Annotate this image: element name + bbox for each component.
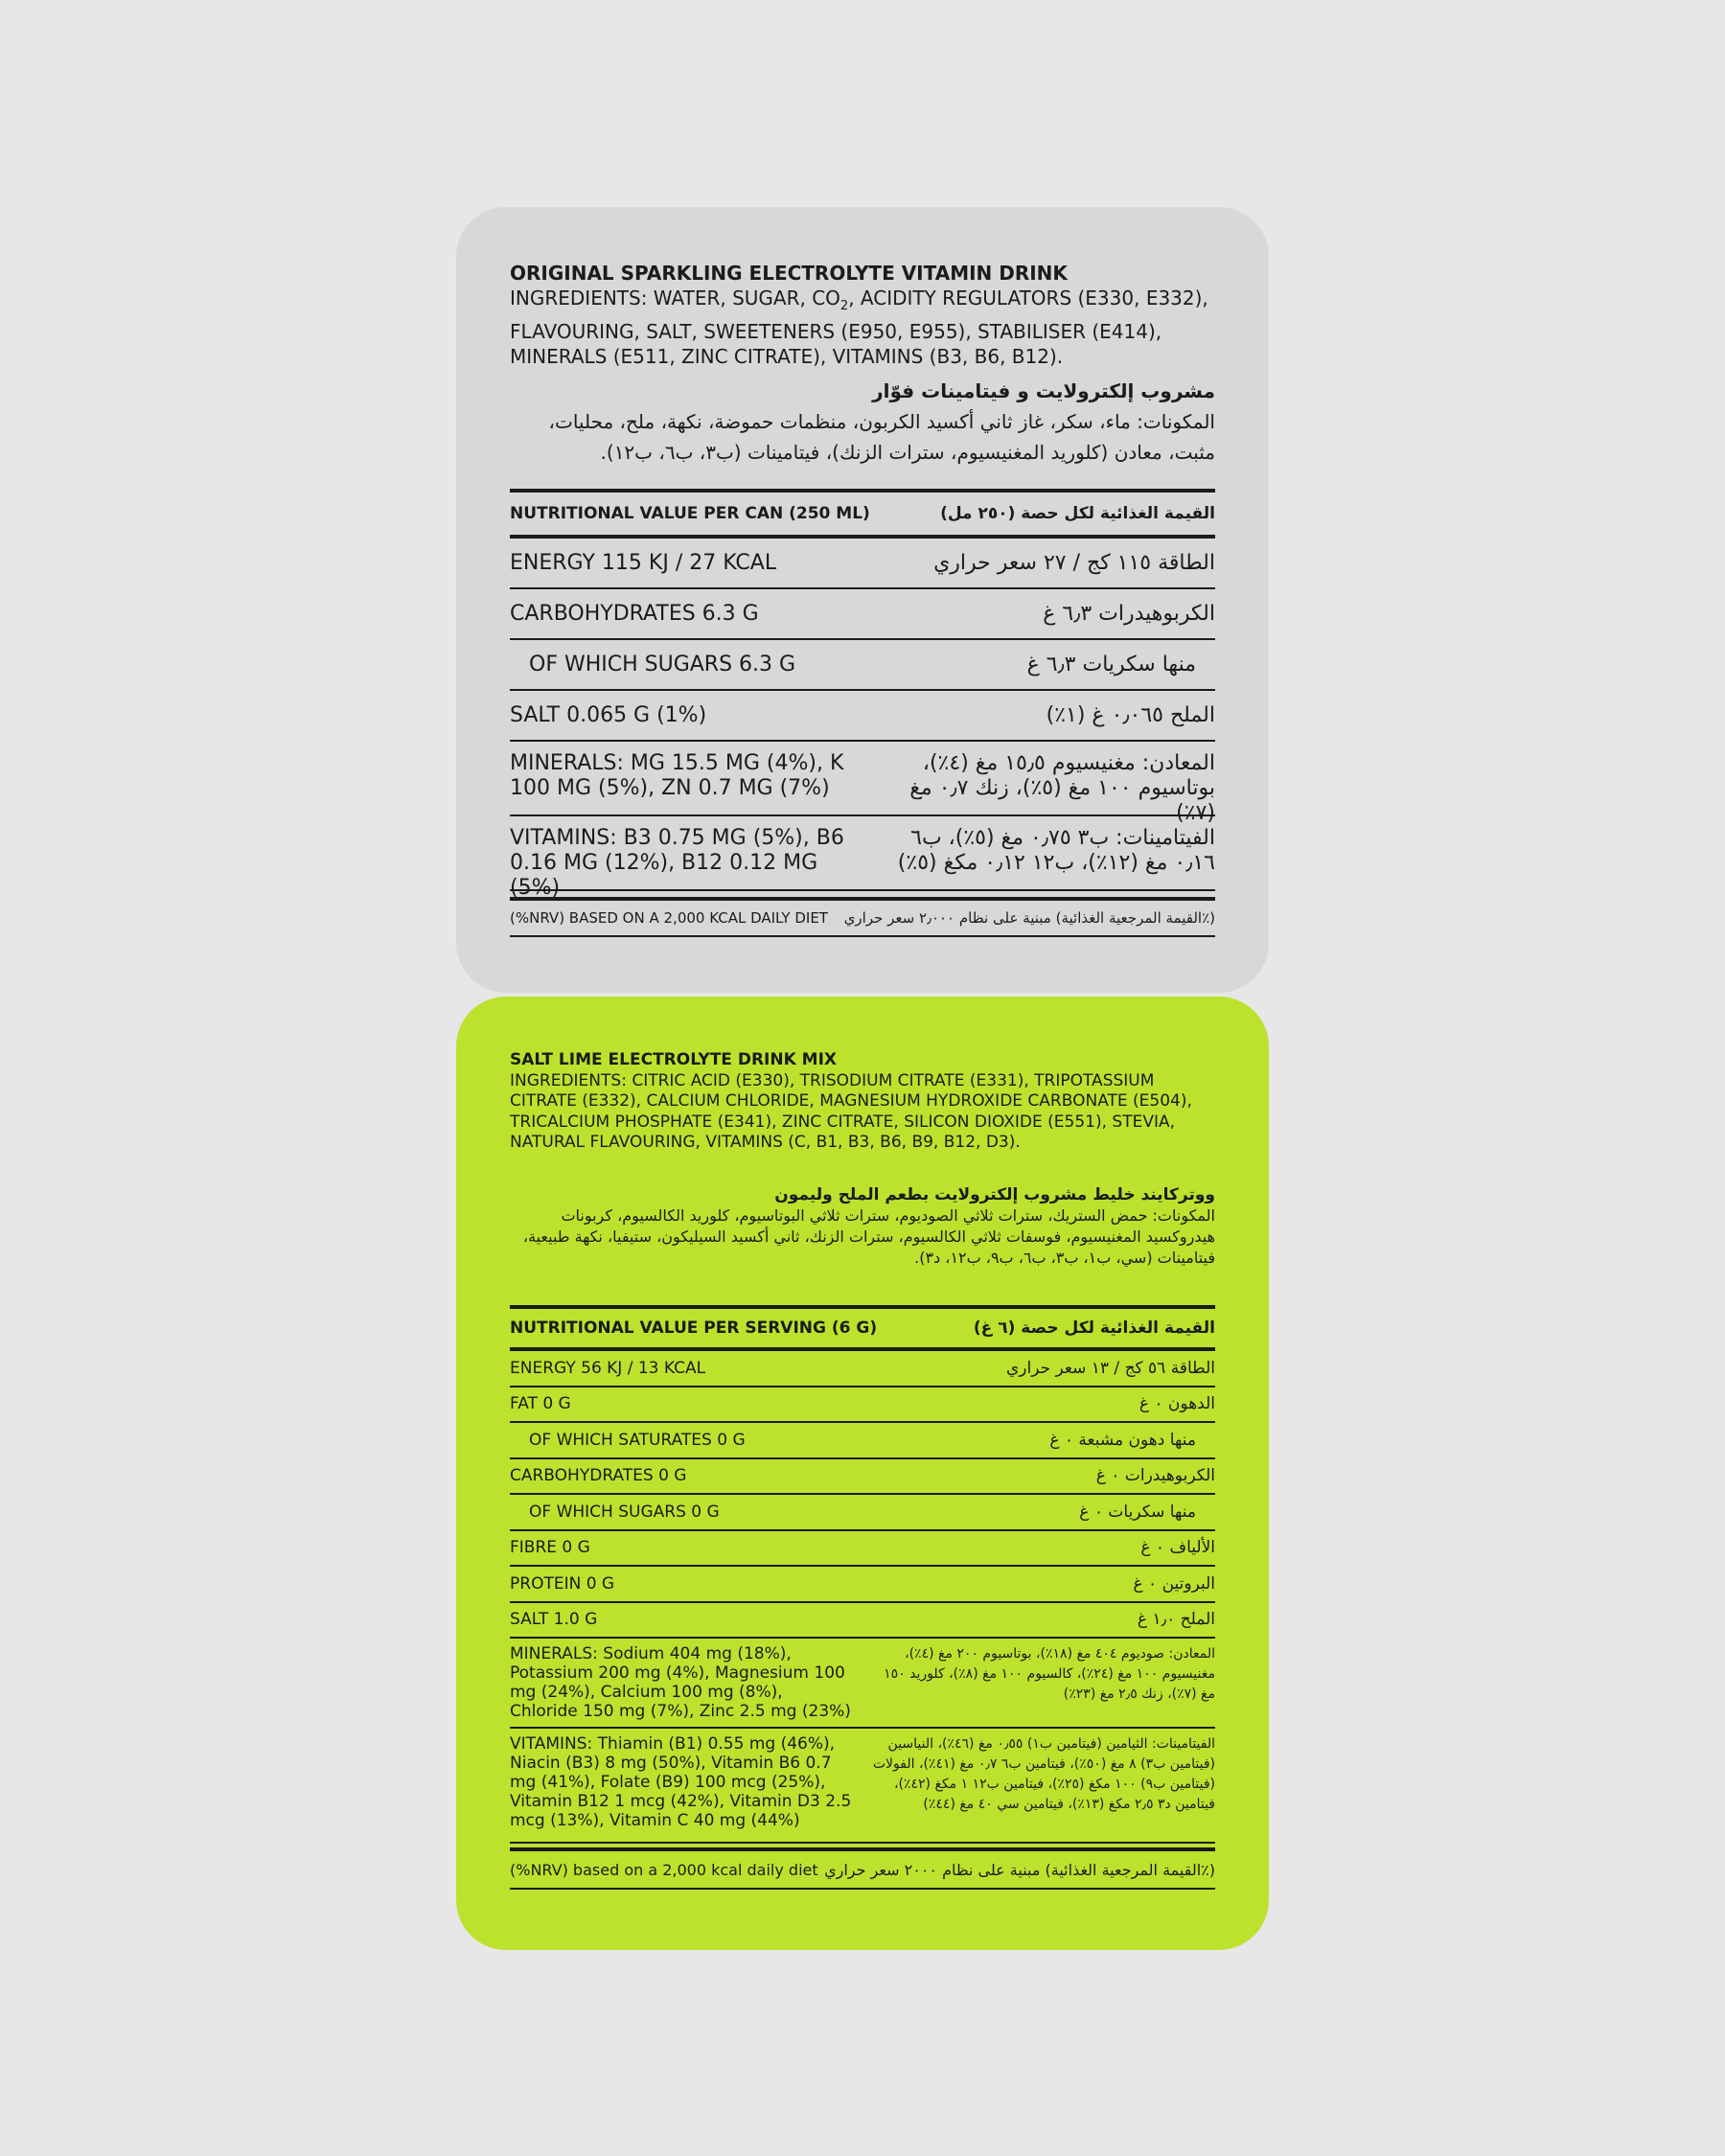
salt-lime-english-title: SALT LIME ELECTROLYTE DRINK MIX: [510, 1050, 838, 1069]
footer-arabic: (٪القيمة المرجعية الغذائية) مبنية على نظام ٢٫٠٠٠ سعر حراري: [843, 909, 1215, 927]
original-english-title: ORIGINAL SPARKLING ELECTROLYTE VITAMIN DRINK: [510, 262, 1068, 285]
vitamins-arabic: الفيتامينات: الثيامين (فيتامين ب١) ٠٫٥٥ مغ (٤٦٪)، النياسين (فيتامين ب٣) ٨ مغ (٥٠٪)، فيتامين ب٦ ٠٫٧ مغ (٤١٪)، الفولات (فيتامين ب٩) ١٠٠ مكغ (٢٥٪)، فيتامين ب١٢ ١ مكغ (٤٢٪)، فيتامين د٣ ٢٫٥ مكغ (١٣٪)، فيتامين سي ٤٠ مغ (٤٤٪): [872, 1736, 1215, 1812]
row-arabic: الطاقة ١١٥ كج / ٢٧ سعر حراري: [933, 551, 1215, 575]
nutrition-table-header: [510, 1309, 1215, 1351]
original-drink-label-card: [456, 207, 1269, 993]
nutrition-table-footer: [510, 897, 1215, 937]
original-arabic-title: مشروب إلكترولايت و فيتامينات فوّار: [872, 379, 1215, 402]
row-english: OF WHICH SATURATES 0 G: [529, 1430, 746, 1450]
table-row: [510, 1603, 1215, 1640]
row-arabic: منها سكريات ٦٫٣ غ: [1026, 653, 1196, 677]
salt-lime-arabic-title: ووتركايند خليط مشروب إلكترولايت بطعم الملح وليمون: [774, 1185, 1215, 1204]
table-row-vitamins: [510, 1729, 1215, 1844]
row-english: FIBRE 0 G: [510, 1538, 590, 1558]
table-row: [510, 1531, 1215, 1568]
row-arabic: البروتين ٠ غ: [1133, 1573, 1215, 1594]
salt-lime-english-ingredients-block: [510, 1050, 1215, 1154]
original-english-ingredients: [510, 286, 1215, 369]
original-arabic-ingredients-block: [510, 376, 1215, 468]
original-english-ingredients-block: [510, 261, 1215, 369]
nutrition-table-header: [510, 493, 1215, 539]
salt-lime-english-ingredients: INGREDIENTS: CITRIC ACID (E330), TRISODIUM CITRATE (E331), TRIPOTASSIUM CITRATE (E332), CALCIUM CHLORIDE, MAGNESIUM HYDROXIDE CARBONATE (E504), TRICALCIUM PHOSPHATE (E341), ZINC CITRATE, SILICON DIOXIDE (E551), STEVIA, NATURAL FLAVOURING, VITAMINS (C, B1, B3, B6, B9, B12, D3).: [510, 1070, 1192, 1152]
row-english: PROTEIN 0 G: [510, 1573, 615, 1594]
header-arabic: القيمة الغذائية لكل حصة (٢٥٠ مل): [940, 504, 1215, 523]
footer-english: (%NRV) BASED ON A 2,000 KCAL DAILY DIET: [510, 909, 828, 927]
row-english: SALT 1.0 G: [510, 1610, 598, 1630]
row-arabic: منها سكريات ٠ غ: [1079, 1502, 1196, 1522]
row-english: OF WHICH SUGARS 6.3 G: [529, 653, 796, 677]
row-arabic: الدهون ٠ غ: [1138, 1394, 1215, 1414]
header-arabic: القيمة الغذائية لكل حصة (٦ غ): [973, 1319, 1215, 1338]
row-arabic: منها دهون مشبعة ٠ غ: [1049, 1430, 1196, 1450]
table-row: [510, 691, 1215, 742]
table-row: [510, 1567, 1215, 1603]
row-arabic: الطاقة ٥٦ كج / ١٣ سعر حراري: [1006, 1358, 1215, 1378]
original-nutrition-table: [510, 489, 1215, 937]
table-row-minerals: [510, 1639, 1215, 1729]
row-arabic: الكربوهيدرات ٠ غ: [1095, 1466, 1215, 1486]
row-english: SALT 0.065 G (1%): [510, 703, 707, 727]
row-english: MINERALS: MG 15.5 MG (4%), K 100 MG (5%), ZN 0.7 MG (7%): [510, 751, 844, 800]
table-row: [510, 640, 1215, 691]
vitamins-english: VITAMINS: Thiamin (B1) 0.55 mg (46%), Niacin (B3) 8 mg (50%), Vitamin B6 0.7 mg (41%), Folate (B9) 100 mcg (25%), Vitamin B12 1 mcg (42%), Vitamin D3 2.5 mcg (13%), Vitamin C 40 mg (44%): [510, 1734, 852, 1830]
row-arabic: الألياف ٠ غ: [1140, 1538, 1215, 1558]
table-row: [510, 1388, 1215, 1424]
ingredients-part-2: , ACIDITY REGULATORS (E330, E332), FLAVOURING, SALT, SWEETENERS (E950, E955), STABILISER (E414), MINERALS (E511, ZINC CITRATE), VITAMINS (B3, B6, B12).: [510, 287, 1208, 368]
footer-arabic: (٪القيمة المرجعية الغذائية) مبنية على نظام ٢٠٠٠ سعر حراري: [824, 1860, 1215, 1879]
row-arabic: المعادن: مغنيسيوم ١٥٫٥ مغ (٤٪)، بوتاسيوم ١٠٠ مغ (٥٪)، زنك ٠٫٧ مغ (٧٪): [909, 751, 1215, 825]
row-english: CARBOHYDRATES 0 G: [510, 1466, 687, 1486]
row-english: OF WHICH SUGARS 0 G: [529, 1502, 720, 1522]
footer-english: (%NRV) based on a 2,000 kcal daily diet: [510, 1860, 818, 1879]
table-row: [510, 1495, 1215, 1531]
row-english: VITAMINS: B3 0.75 MG (5%), B6 0.16 MG (12%), B12 0.12 ΜG (5%): [510, 826, 844, 900]
ingredients-part-1: INGREDIENTS: WATER, SUGAR, CO: [510, 287, 840, 310]
co2-subscript: 2: [840, 299, 849, 313]
table-row: [510, 539, 1215, 589]
header-english: NUTRITIONAL VALUE PER CAN (250 ML): [510, 504, 870, 523]
salt-lime-nutrition-table: [510, 1305, 1215, 1890]
minerals-arabic: المعادن: صوديوم ٤٠٤ مغ (١٨٪)، بوتاسيوم ٢٠٠ مغ (٤٪)، مغنيسيوم ١٠٠ مغ (٢٤٪)، كالسيوم ١٠٠ مغ (٨٪)، كلوريد ١٥٠ مغ (٧٪)، زنك ٢٫٥ مغ (٢٣٪): [884, 1646, 1215, 1702]
table-row: [510, 589, 1215, 640]
header-english: NUTRITIONAL VALUE PER SERVING (6 G): [510, 1319, 878, 1338]
table-row: [510, 1459, 1215, 1496]
table-row: [510, 1423, 1215, 1459]
row-english: FAT 0 G: [510, 1394, 571, 1414]
nutrition-table-footer: [510, 1847, 1215, 1890]
row-english: ENERGY 56 KJ / 13 KCAL: [510, 1358, 706, 1378]
row-arabic: الكربوهيدرات ٦٫٣ غ: [1043, 602, 1215, 626]
minerals-english: MINERALS: Sodium 404 mg (18%), Potassium 200 mg (4%), Magnesium 100 mg (24%), Calcium 100 mg (8%), Chloride 150 mg (7%), Zinc 2.5 mg (23%): [510, 1644, 851, 1721]
salt-lime-label-card: [456, 997, 1269, 1950]
table-row: [510, 1351, 1215, 1388]
table-row: [510, 742, 1215, 825]
row-english: ENERGY 115 KJ / 27 KCAL: [510, 551, 777, 575]
row-arabic: الفيتامينات: ب٣ ٠٫٧٥ مغ (٥٪)، ب٦ ٠٫١٦ مغ (١٢٪)، ب١٢ ٠٫١٢ مكغ (٥٪): [897, 826, 1215, 875]
table-row: [510, 816, 1215, 900]
salt-lime-arabic-ingredients: المكونات: حمض الستريك، سترات ثلاثي الصوديوم، سترات ثلاثي البوتاسيوم، كلوريد الكالسيوم، كربونات هيدروكسيد المغنيسيوم، فوسفات ثلاثي الكالسيوم، سترات الزنك، ثاني أكسيد السيليكون، ستيفيا، نكهة طبيعية، فيتامينات (سي، ب١، ب٣، ب٦، ب٩، ب١٢، د٣).: [522, 1206, 1215, 1267]
salt-lime-arabic-ingredients-block: [510, 1184, 1215, 1269]
row-english: CARBOHYDRATES 6.3 G: [510, 602, 759, 626]
original-arabic-ingredients: المكونات: ماء، سكر، غاز ثاني أكسيد الكربون، منظمات حموضة، نكهة، ملح، محليات، مثبت، معادن (كلوريد المغنيسيوم، سترات الزنك)، فيتامينات (ب٣، ب٦، ب١٢).: [548, 410, 1215, 464]
row-arabic: الملح ٠٫٠٦٥ غ (١٪): [1046, 703, 1215, 727]
row-arabic: الملح ١٫٠ غ: [1137, 1610, 1215, 1630]
